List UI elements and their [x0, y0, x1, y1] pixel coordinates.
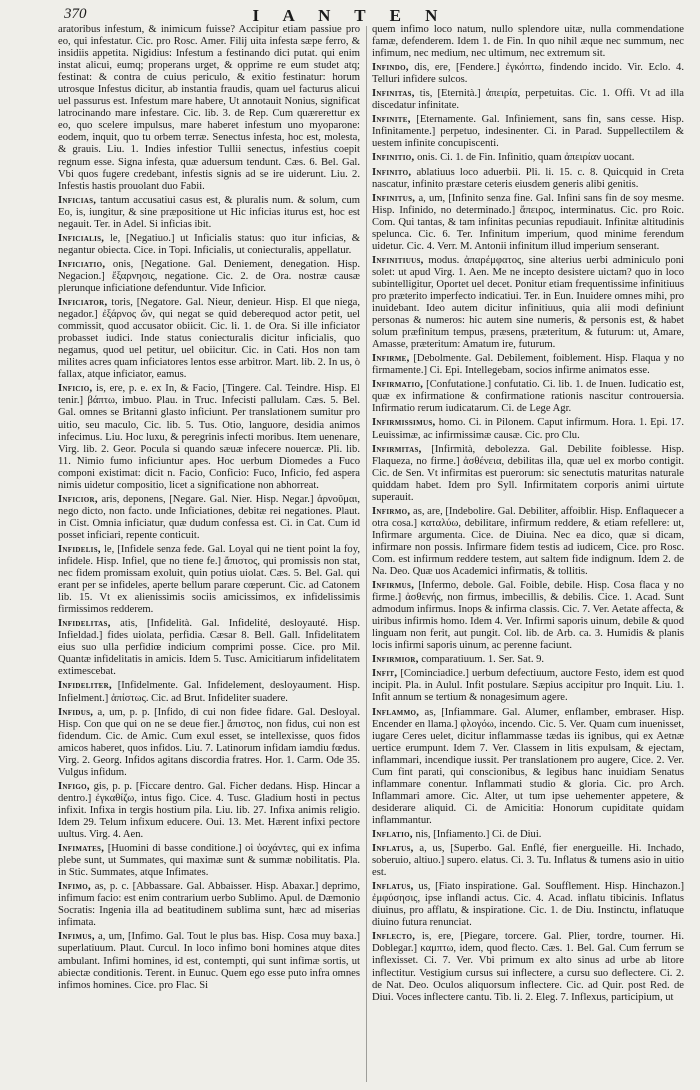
entry-text: onis, [Negatione. Gal. Deniement, denegation. Hisp. Negacion.] ἔξαρνησις, negatione. Cic. 2. de Ora. nostræ causæ plerunque inficiatione defenduntur. Vide Inficior. [58, 258, 360, 294]
running-head: I A N T E N [252, 6, 448, 25]
dictionary-entry [372, 668, 684, 704]
entry-headword: Infimus, [58, 931, 95, 943]
entry-headword: Infirme, [372, 353, 410, 365]
entry-headword: Inflatio, [372, 829, 413, 840]
dictionary-entry [372, 506, 684, 578]
entry-text: ablatiuus loco aduerbii. Pli. li. 15. c. 8. Quicquid in Creta nascatur, infinito præstare ceteris eiusdem generis alibi genitis. [372, 166, 684, 190]
entry-headword: Infirmitas, [372, 443, 422, 455]
entry-headword: Infinitio, [372, 152, 415, 164]
entry-headword: Infindo, [372, 62, 409, 74]
entry-text: comparatiuum. 1. Ser. Sat. 9. [421, 654, 545, 666]
entry-headword: Inficiator, [58, 297, 108, 309]
entry-headword: Inflatus, [372, 881, 414, 893]
entry-text: us, [Fiato inspiratione. Gal. Soufflement. Hisp. Hinchazon.] ἐμφύσησις, ipse inflandi actus. Cic. 4. Acad. inflatu tibicinis. Inflatus diuinus, pro afflatu, & inspiratione. Cic. 1. de Diu. Instinctu, inflatuque diuino futura renunciat. [372, 881, 684, 929]
dictionary-entry [58, 707, 360, 779]
dictionary-entry [58, 931, 360, 991]
entry-headword: Infirmus, [372, 580, 415, 592]
dictionary-entry [58, 233, 360, 257]
entry-headword: Infinite, [372, 114, 411, 126]
dictionary-entry [372, 931, 684, 1003]
entry-text: a, um, [Infimo. Gal. Tout le plus bas. Hisp. Cosa muy baxa.] superlatiuum. Plaut. Curcul. In loco infimo boni homines atque dites ambulant. Infimi homines, id est, contempti, qui sunt infimæ sortis, ut abiectæ conditionis. Terent. in Eunuc. Quem ego esse puto infra omnes infimos homines. Cice. pro Flac. Si [58, 931, 360, 991]
entry-headword: Inflammo, [372, 706, 420, 718]
dictionary-entry [372, 654, 684, 666]
entry-headword: Inficialis, [58, 232, 105, 244]
entry-headword: Infideliter, [58, 680, 112, 692]
entry-headword: Infirmior, [372, 654, 419, 666]
entry-headword: Infigo, [58, 780, 90, 792]
entry-text: is, ere, p. e. ex In, & Facio, [Tingere. Cal. Teindre. Hisp. El tenir.] βάπτω, imbuo. Plau. in Truc. Infecisti pallulam. Cæs. 5. Bel. Gal. omnes se Britanni glasto inficiunt. Per translationem sumitur pro uitio, seu maculo, Cic. lib. 5. Tus. Otio, languore, desidia animos infecimus. Liu. Hoc luxu, & peregrinis infecti moribus. Item uenenare, Virg. lib. 2. Geor. Pocula si quando sæuæ infecere nouercæ. Pli. lib. 11. Nimio fumo inficiuntur apes. Hoc uerbum Diomedes a Fuco componi existimat: dicit n. Facio, Conficio: Fuco, Inficio, fed aspera nimis uidetur compositio, licet a significatione non abhorreat. [58, 383, 360, 491]
entry-text: a, um, p. p. [Infido, di cui non fidee fidare. Gal. Desloyal. Hisp. Con que qui on ne se deue fier.] ἄπιστος, non fidus, cui non est fidendum. Cic. de Amic. Cum exul esset, se intellexisse, quos fidos amicos haberet, quos infidos. Liu. 7. Latinorum infidam iamdiu fœdus. Virg. 2. Georg. Infidos agitans discordia fratres. Hor. 1. Carm. Ode 35. Vulgus infidum. [58, 706, 360, 778]
dictionary-entry [372, 24, 684, 60]
entry-text: nis, [Infiamento.] Ci. de Diui. [415, 829, 542, 840]
dictionary-entry [58, 680, 360, 704]
entry-headword: Infimates, [58, 843, 105, 855]
entry-text: [Infirmità, debolezza. Gal. Debilite foiblesse. Hisp. Flaqueza, no firme.] ἀσθένεια, debilitas illa, quæ uel ex morbo contigit. Cic. de Sen. Vt infirmitas est puerorum: sic senectutis maturitas naturale quiddam habet. Idem pro Syll. Infirmitatem corporis animi uirtute superauit. [372, 443, 684, 503]
column-divider [366, 26, 367, 1082]
entry-headword: Inficio, [58, 383, 93, 395]
entry-text: [Confutatione.] confutatio. Ci. lib. 1. de Inuen. Iudicatio est, quæ ex infirmatione & confirmatione rationis nascitur controuersia. Infirmatio rerum iudicatarum. Ci. de Lege Agr. [372, 379, 684, 415]
dictionary-entry [372, 353, 684, 377]
right-column [372, 24, 684, 1084]
entry-text: as, p. c. [Abbassare. Gal. Abbaisser. Hisp. Abaxar.] deprimo, infimum facio: est enim contrarium uerbo Sublimo. Apul. de Dæmonio Socratis: Ingenia illa ad beatitudinem sublima sunt, hæc ad miserias infimata. [58, 881, 360, 929]
entry-text: tantum accusatiui casus est, & pluralis num. & solum, cum Eo, is, iungitur, & sine præpositione ut Hic inficias iturus est, hoc est negauit. Ter. in Adel. Si inficias ibit. [58, 194, 360, 230]
entry-text: aris, deponens, [Negare. Gal. Nier. Hisp. Negar.] ἀρνοῦμαι, nego dicto, non facto. unde Inficiationes, debitæ rei negationes. Plaut. in Cist. Omnia inficiatur, quæ dudum confessa est. Ci. in Cat. Cum id posset inficiari, repente conticuit. [58, 493, 360, 541]
entry-text: aratoribus infestum, & inimicum fuisse? Accipitur etiam passiue pro eo, qui infestatur. Cic. pro Rosc. Amer. Filij uita infesta sæpe ferro, & insidiis appetita. Nigidius: Infestum a festinando dici putat. qui enim instat alicui, eumq; properans urget, & opprime re eum studet atq; festinat: & contra de cuius periculo, & exitio festinatur: horum utrosque Infestus dicitur, ab instantia fraudis, quam uel facturus alicui uel passurus est. Infestum mare habere, Ut annotauit Nonius, significat latrocinando mare infestare. Cic. lib. 3. de Rep. Cum quærerettur ex eo, quo scelere impulsus, mare haberet infestum uno myoparone: eodem, inquit, quo tu orbem terræ. Senectus infesta, hoc est, molesta, & grauis. Liu. 1. Indies infestior Tullii senectus, infestius coepit regnum esse. Signa infesta, quæ aduersum tendunt. Cæs. 6. Bel. Gal. Vbi quos fugere credebant, infestis signis ad se ire uiderunt. Liu. 2. Infestis hastis prouolant duo Fabii. [58, 24, 360, 192]
entry-text: quem infimo loco natum, nullo splendore uitæ, nulla commendatione famæ, defenderem. Idem 1. de Fin. In quo nihil æque nec summum, nec infimum, nec medium, nec ultimum, nec extremum sit. [372, 24, 684, 60]
entry-headword: Infinitus, [372, 192, 416, 204]
dictionary-entry [58, 544, 360, 616]
dictionary-entry [58, 494, 360, 542]
entry-text: gis, p. p. [Ficcare dentro. Gal. Ficher dedans. Hisp. Hincar a dentro.] ἐγκαθίζω, intus figo. Cice. 4. Tusc. Gladium hosti in pectus infixit. Infixa in tergis hostium pila. Liu. lib. 27. Infixa animis religio. Idem 29. Telum infixum educere. Oui. 13. Met. Hærent infixi pectore uultus. Virg. 4. Aen. [58, 780, 360, 841]
dictionary-entry [372, 167, 684, 191]
entry-text: is, ere, [Piegare, torcere. Gal. Plier, tordre, tourner. Hi. Doblegar.] καμπτω, idem, quod flecto. Cæs. 1. Bel. Gal. Cum ferrum se inflexisset. Ci. 7. Ver. Vbi primum ex alto sinus ad urbe ab litore inflectitur. Vestigium cursus sui inflectere, a cursu suo deflectere. Ci. 2. de Nat. Deo. Oculos aliquorsum inflectere. Cic. ad Quir. post Red. de Diui. Voces inflectere cantu. Tib. li. 2. Eleg. 7. Inflexus, participium, ut [372, 931, 684, 1003]
dictionary-entry [372, 114, 684, 150]
entry-headword: Infinitiuus, [372, 254, 424, 266]
dictionary-entry [372, 152, 684, 164]
entry-headword: Inficias, [58, 194, 97, 206]
entry-text: toris, [Negatore. Gal. Nieur, denieur. Hisp. El que niega, negador.] ἐξάρνος ὤν, qui negat se quid deberequod actor petit, uel commissit, quod accusator obiicit. Cic. li. 1. de Ora. Si ille inficiator probasset iudici. Inde status coniecturalis dicitur inficialis, quo negamus, quod uel petitur, uel obiicitur. Cic. in Cati. Hos non tam milites acres quam inficiatores lentos esse arbitror. Mart. lib. 2. In us, ò fallax, atque inficiator, eamus. [58, 297, 360, 381]
dictionary-entry [372, 580, 684, 652]
left-column [58, 24, 360, 1084]
dictionary-entry [58, 881, 360, 929]
entry-headword: Infirmissimus, [372, 417, 436, 429]
dictionary-entry [372, 707, 684, 827]
page-number: 370 [64, 6, 87, 22]
dictionary-entry [372, 193, 684, 253]
entry-headword: Infidelitas, [58, 618, 111, 630]
entry-text: a, us, [Superbo. Gal. Enflé, fier energueille. Hi. Inchado, soberuio, altiuo.] supero. elatus. Ci. 3. Tu. Inflatus & tumens asio in uitio est. [372, 843, 684, 879]
dictionary-entry [58, 618, 360, 678]
entry-headword: Infidelis, [58, 543, 101, 555]
dictionary-entry [372, 88, 684, 112]
entry-text: [Infermo, debole. Gal. Foible, debile. Hisp. Cosa flaca y no firme.] ἀσθενής, non firmus, imbecillis, & debilis. Cice. 1. Acad. Sunt admodum infirmus. Inops & infirma classis. Cic. 7. Ver. Aetate affecta, & uiribus infirmis homo. Idem 4. Ver. Infirmi saporis uinum, debile & quod linguam non ferit, aut pungit. Col. lib. de Arb. ca. 3. Humidis & planis locis infirmi saporis uinum, ac perenne faciunt. [372, 580, 684, 652]
dictionary-entry [58, 195, 360, 231]
entry-headword: Inflatus, [372, 843, 414, 855]
dictionary-entry [58, 383, 360, 491]
dictionary-entry [58, 24, 360, 193]
entry-text: homo. Ci. in Pilonem. Caput infirmum. Hora. 1. Epi. 17. Leuissimæ, ac infirmissimæ causæ. Cic. pro Clu. [372, 417, 684, 441]
entry-text: onis. Ci. 1. de Fin. Infinitio, quam ἀπειρίαν uocant. [417, 152, 635, 164]
entry-text: [Infidelmente. Gal. Infidelement, desloyaument. Hisp. Infielment.] ἀπίστως. Cic. ad Brut. Infideliter suadere. [58, 680, 360, 704]
dictionary-entry [372, 444, 684, 504]
entry-text: as, are, [Indebolire. Gal. Debiliter, affoiblir. Hisp. Enflaquecer a otra cosa.] καταλύω, debilitare, infirmum reddere, & etiam refellere: ut, Infirmare argumenta. Cice. de Diuina. Nec ea dico, quæ si dicam, infirmare non possis. Infirmare fidem testis ad iudicem, Cice. pro Rosc. Com. est infirmum reddere testem, aut saltem fide indignum. Idem 2. de Na. Deo. Quæ uos Academici infirmatis, & tollitis. [372, 505, 684, 578]
entry-text: [Cominciadice.] uerbum defectiuum, auctore Festo, idem est quod incipit. Pla. in Aulul. Infit postulare. Sæpius accipitur pro Inquit. Liu. 1. Infit annum se tertium & nonagesimum agere. [372, 668, 684, 704]
entry-headword: Infimo, [58, 881, 91, 893]
entry-text: le, [Negatiuo.] ut Inficialis status: quo itur inficias, & negantur obiecta. Cice. in Topi. Inficialis, ut coniecturalis, appellatur. [58, 232, 360, 256]
dictionary-entry [372, 881, 684, 929]
entry-text: [Huomini di basse conditione.] οἱ ὑσχάντες, qui ex infima plebe sunt, ut Summates, qui maximæ sunt & summæ nobilitatis. Pla. in Stic. Summates, atque Infimates. [58, 843, 360, 879]
entry-headword: Infinito, [372, 166, 412, 178]
dictionary-entry [372, 417, 684, 441]
dictionary-entry [58, 259, 360, 295]
entry-text: [Debolmente. Gal. Debilement, foiblement. Hisp. Flaqua y no firmamente.] Ci. Epi. Intellegebam, socios infirme animatos esse. [372, 353, 684, 377]
entry-text: as, [Infiammare. Gal. Alumer, enflamber, embraser. Hisp. Encender en llama.] φλογόω, incendo. Cic. 5. Ver. Quam cum inuenisset, iugare Ceres uelet, dicitur inflammasse tædas iis ignibus, qui ex Aetnæ uertice erumpunt. Idem 7. Ver. Classem in litis expulsam, & ejectam, inflammari, incendique iussit. Per translationem pro augere, Cice. 2. Ver. Cum fint parati, qui conscionibus, & legibus hanc inuidiam Senatus inflammare conentur. Inflammati studio & gloria. Cic. pro Arch. Inflammari amore. Cic. Alter, ut tum ipse uehementer appetere, & desiderare aliquid. Ci. de Amicitia: Honorum cupiditate quidam inflammantur. [372, 706, 684, 826]
entry-text: atis, [Infidelità. Gal. Infidelité, desloyauté. Hisp. Infieldad.] fides uiolata, perfidia. Cæsar 8. Bell. Gall. Infidelitatem eius suo ulla perfidiœ indicium comprimi posse. Cice. pro Mil. Quantæ infidelitatis in amicis. Idem 5. Tusc. Amicitiarum infidelitatem extimescebat. [58, 618, 360, 678]
entry-headword: Inflecto, [372, 931, 416, 943]
entry-headword: Infit, [372, 668, 398, 680]
entry-text: le, [Infidele senza fede. Gal. Loyal qui ne tient point la foy, infidele. Hisp. Infiel, que no tiene fe.] ἄπιστος, qui promissis non stat, nec fidem promissam exoluit, quin potius uiolat. Cæs. 5. Bel. Gal. qui erant per se infideles, aperte bellum parare cœperunt. Cic. ad Catonem lib. 15. Vt ex alienissimis sociis amicissimos, ex infidelissimis firmissimos redderem. [58, 543, 360, 616]
dictionary-entry [372, 829, 684, 841]
entry-text: modus. ἀπαρέμφατος, sine alterius uerbi adminiculo poni solet: ut apud Virg. 1. Aen. Me ne incepto desistere uictam? quo in loco subintelligitur, Oportet uel decet. Ponitur etiam frequentissime infinitiuus pro præterito imperfecto indicatiui. Ter. in Eun. Inuidere omnes mihi, pro inuidebant. Ideo autem dicitur infinitiuus, quia alii modi definiunt personas & numeros: hic autem sine numeris, & personis est, & habet solum præfinitum tempus, præsens, præteritum, & futurum: ut, Amare, Amasse, præteritum: Amatum ire, futurum. [372, 254, 684, 351]
dictionary-entry [372, 62, 684, 86]
dictionary-entry [58, 843, 360, 879]
entry-headword: Infinitas, [372, 88, 415, 100]
entry-text: a, um, [Infinito senza fine. Gal. Infini sans fin de soy mesme. Hisp. Infinido, no determinado.] ἄπειρος, interminatus. Cic. pro Roic. Com. Qui tantas, & tam infinitas pecunias repudiauit. Infinitæ altitudinis spelunca. Cic. 6. Ter. Infinitum imperium, quod minime ferendum uidetur. Cic. 4. Verr. M. Antonii infinitum illud imperium senserant. [372, 192, 684, 252]
dictionary-entry [58, 297, 360, 381]
entry-headword: Infirmatio, [372, 379, 424, 391]
entry-headword: Inficior, [58, 493, 98, 505]
entry-headword: Infidus, [58, 706, 94, 718]
dictionary-entry [372, 843, 684, 879]
dictionary-entry [58, 781, 360, 841]
entry-text: dis, ere, [Fendere.] ἐγκόπτω, findendo incido. Vir. Eclo. 4. Telluri infidere sulcos. [372, 62, 684, 86]
dictionary-entry [372, 379, 684, 415]
entry-text: [Eternamente. Gal. Infiniement, sans fin, sans cesse. Hisp. Infinitamente.] perpetuo, indesinenter. Ci. in Parad. Suppellectilem & uestem infinite concupiscenti. [372, 114, 684, 150]
dictionary-entry [372, 255, 684, 351]
entry-text: tis, [Eternità.] ἀπειρία, perpetuitas. Cic. 1. Offi. Vt ad illa discedatur infinitate. [372, 88, 684, 112]
entry-headword: Infirmo, [372, 505, 411, 517]
entry-headword: Inficiatio, [58, 258, 106, 270]
